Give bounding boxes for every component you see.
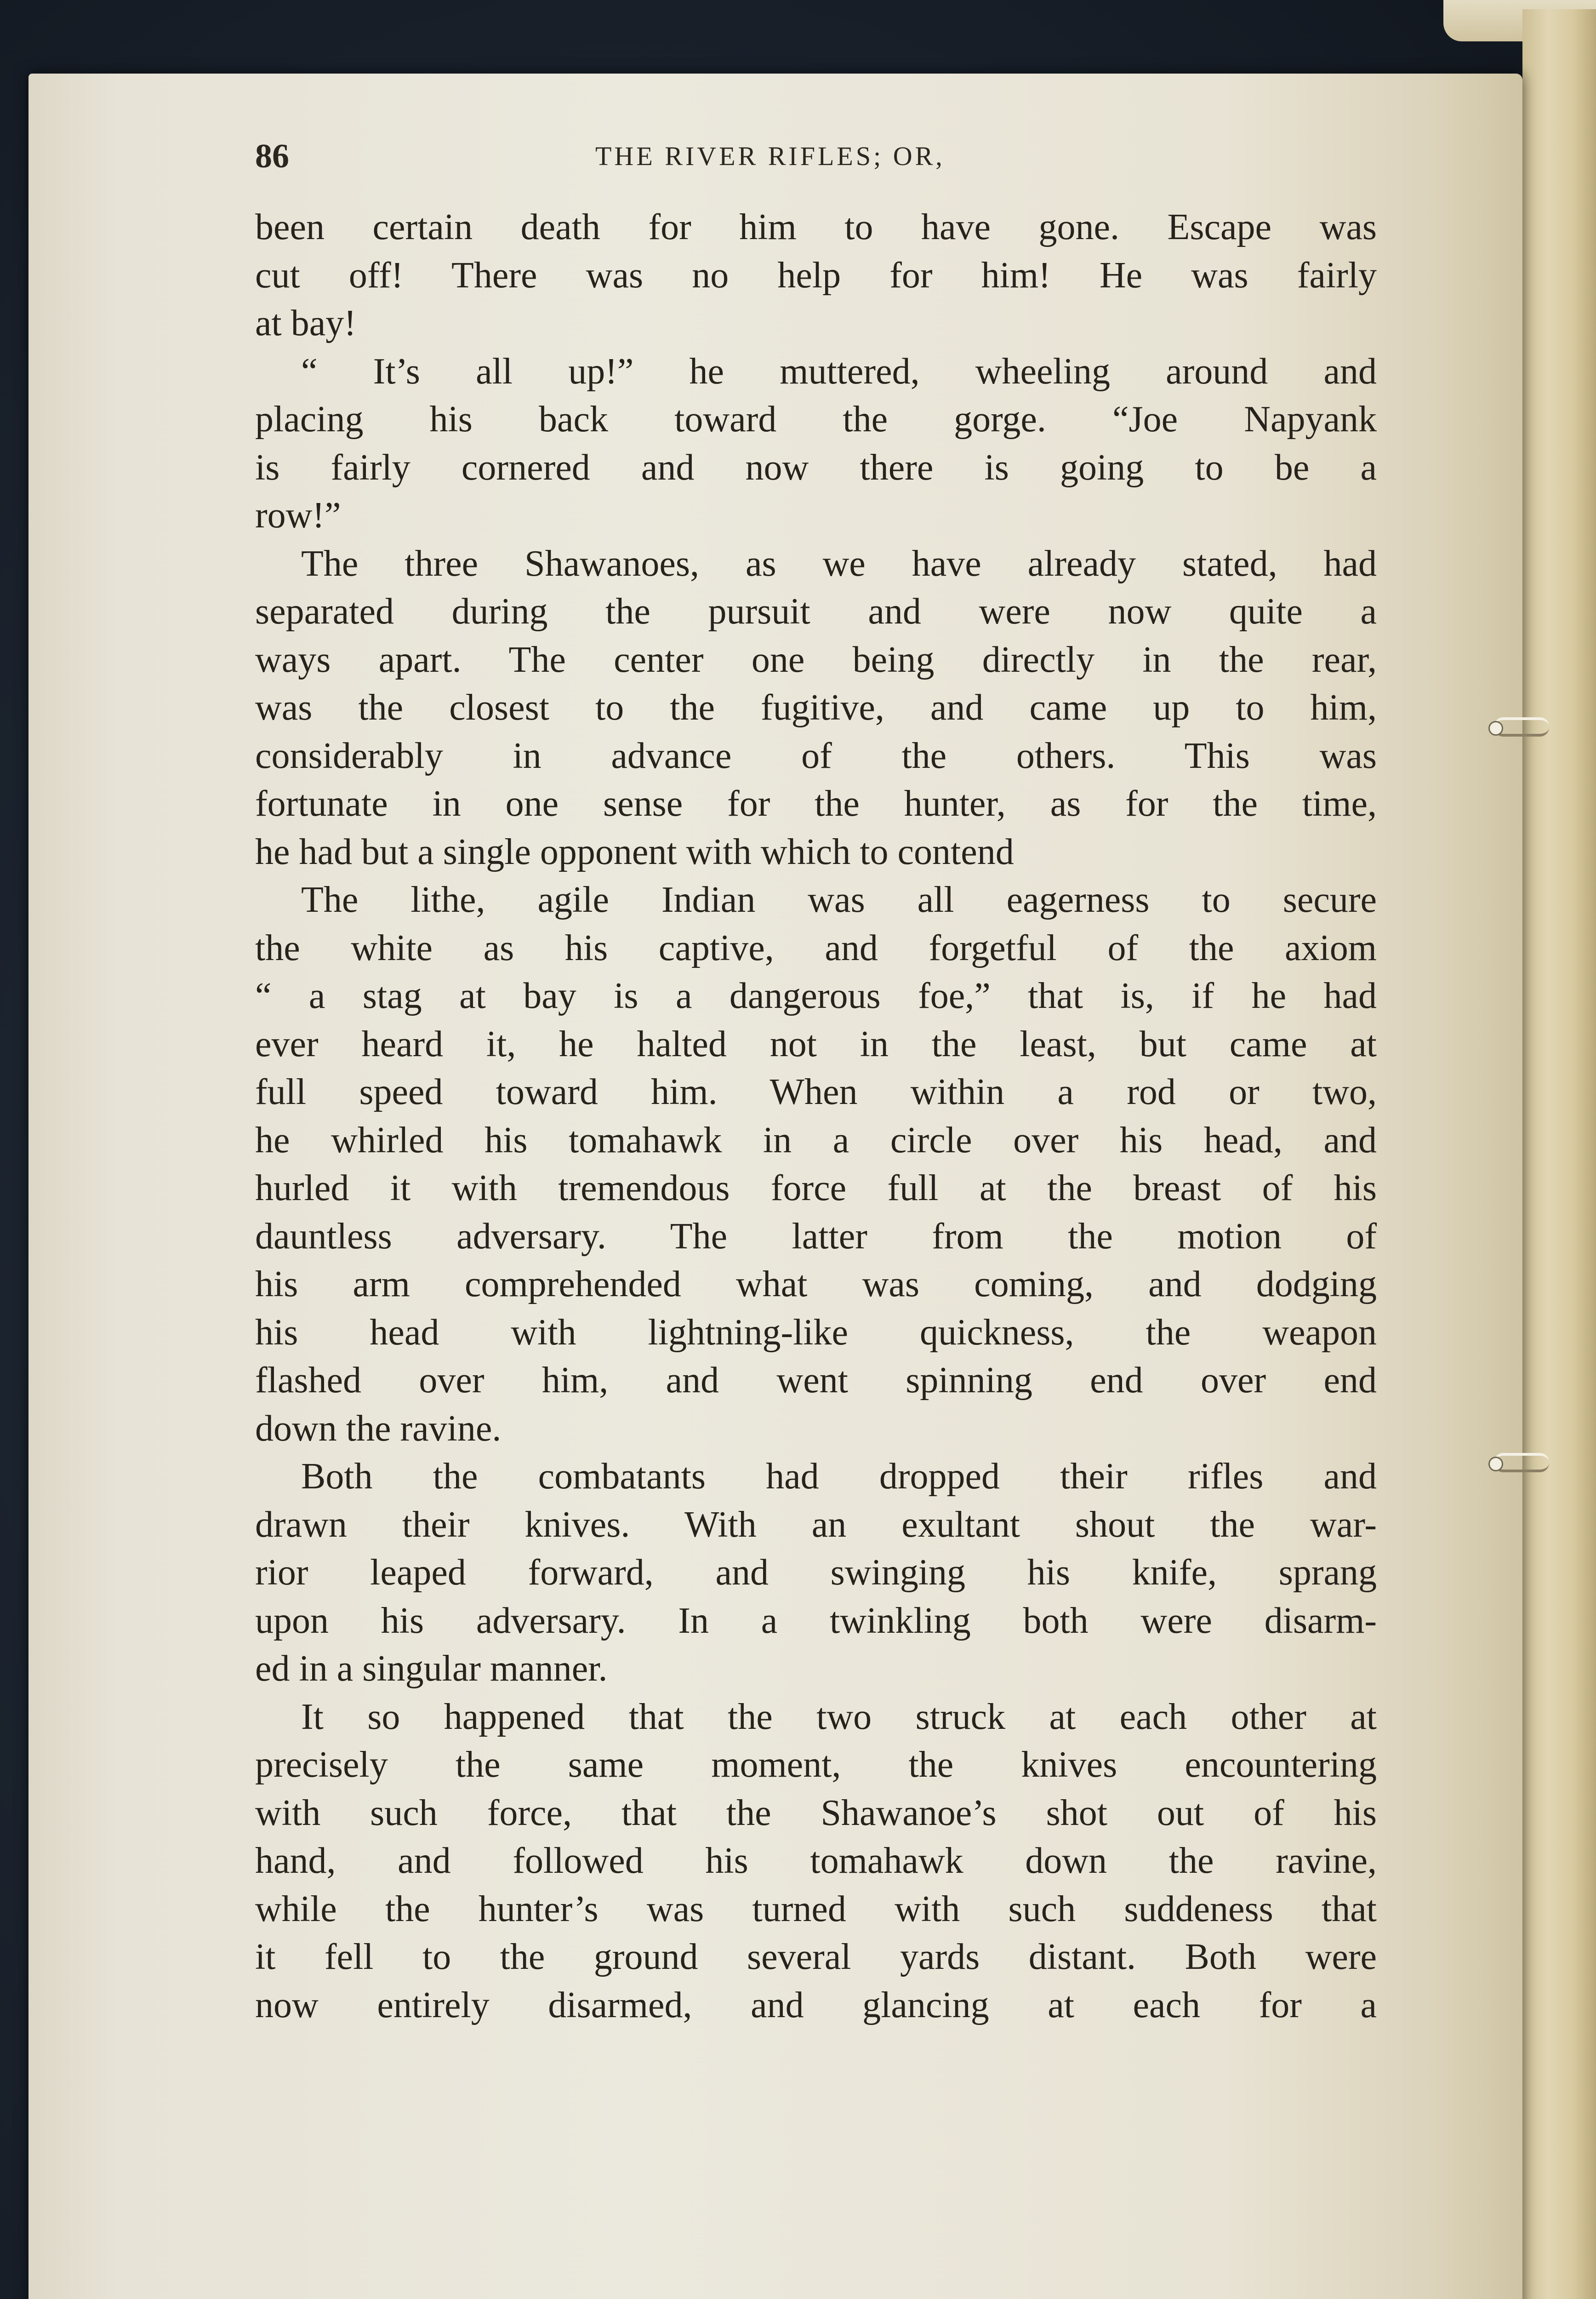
text-line [255, 1645, 1377, 1693]
text-line-content: now entirely disarmed, and glancing at each for a [255, 1984, 1377, 2025]
text-line-content: “ a stag at bay is a dangerous foe,” that is, if he had [255, 976, 1377, 1016]
text-line [255, 1164, 1377, 1212]
text-line [255, 1356, 1377, 1405]
text-line [255, 1693, 1377, 1741]
text-line [255, 1116, 1377, 1165]
text-line-content: ever heard it, he halted not in the least, but came at [255, 1024, 1377, 1064]
text-line [255, 1933, 1377, 1981]
text-line-content: it fell to the ground several yards distant. Both were [255, 1937, 1377, 1977]
text-line [255, 1885, 1377, 1933]
text-line [255, 1405, 1377, 1453]
text-line [255, 636, 1377, 684]
text-line-content: was the closest to the fugitive, and came up to him, [255, 687, 1377, 728]
text-line-content: The three Shawanoes, as we have already stated, had [301, 543, 1377, 584]
text-line-content: cut off! There was no help for him! He was fairly [255, 255, 1377, 296]
text-line [255, 252, 1377, 300]
body-text [255, 203, 1377, 2029]
text-line [255, 1789, 1377, 1837]
text-line-content: hurled it with tremendous force full at the breast of his [255, 1168, 1377, 1208]
text-line-content: row!” [255, 495, 341, 536]
text-line-content: fortunate in one sense for the hunter, as for the time, [255, 783, 1377, 824]
text-line-content: placing his back toward the gorge. “Joe Napyank [255, 399, 1377, 440]
text-line-content: dauntless adversary. The latter from the motion of [255, 1216, 1377, 1257]
text-line-content: “ It’s all up!” he muttered, wheeling around and [301, 351, 1377, 392]
text-line-content: ed in a singular manner. [255, 1648, 608, 1689]
text-line-content: upon his adversary. In a twinkling both were disarm- [255, 1600, 1377, 1641]
text-line [255, 1212, 1377, 1261]
text-line [255, 732, 1377, 780]
text-line-content: with such force, that the Shawanoe’s shot out of his [255, 1792, 1377, 1833]
text-line [255, 1309, 1377, 1357]
text-line [255, 1837, 1377, 1885]
text-line-content: the white as his captive, and forgetful of the axiom [255, 927, 1377, 968]
text-line-content: his arm comprehended what was coming, and dodging [255, 1264, 1377, 1304]
text-line [255, 395, 1377, 444]
page-header [255, 133, 1377, 179]
text-line-content: Both the combatants had dropped their rifles and [301, 1456, 1377, 1497]
text-line-content: at bay! [255, 303, 356, 343]
text-line [255, 299, 1377, 348]
text-line-content: separated during the pursuit and were now quite a [255, 591, 1377, 632]
text-line-content: while the hunter’s was turned with such suddeness that [255, 1888, 1377, 1929]
text-line [255, 1741, 1377, 1789]
text-line [255, 492, 1377, 540]
text-line [255, 828, 1377, 876]
text-line-content: considerably in advance of the others. This was [255, 735, 1377, 776]
text-line-content: is fairly cornered and now there is going to be a [255, 447, 1377, 488]
text-line [255, 1981, 1377, 2030]
text-line [255, 972, 1377, 1020]
text-line-content: down the ravine. [255, 1408, 502, 1449]
text-line [255, 1068, 1377, 1116]
text-line [255, 588, 1377, 636]
text-line [255, 444, 1377, 492]
binding-hole [1488, 721, 1503, 736]
text-line-content: hand, and followed his tomahawk down the ravine, [255, 1841, 1377, 1881]
text-line-content: ways apart. The center one being directly in the rear, [255, 639, 1377, 680]
text-line-content: he had but a single opponent with which to contend [255, 831, 1014, 872]
text-line [255, 1597, 1377, 1645]
text-line [255, 203, 1377, 252]
text-line-content: rior leaped forward, and swinging his knife, sprang [255, 1552, 1377, 1593]
text-line [255, 1260, 1377, 1309]
book-spine [1522, 9, 1596, 2299]
text-line-content: flashed over him, and went spinning end over end [255, 1360, 1377, 1401]
text-line [255, 876, 1377, 924]
text-line-content: The lithe, agile Indian was all eagerness to secure [301, 880, 1377, 920]
text-line [255, 1453, 1377, 1501]
text-line-content: he whirled his tomahawk in a circle over his head, and [255, 1120, 1377, 1161]
page-number: 86 [255, 137, 289, 175]
running-title: THE RIVER RIFLES; OR, [595, 141, 945, 171]
text-line [255, 1020, 1377, 1069]
text-line-content: precisely the same moment, the knives encountering [255, 1744, 1377, 1785]
text-line-content: It so happened that the two struck at each other at [301, 1696, 1377, 1737]
binding-hole [1488, 1457, 1503, 1471]
text-line-content: drawn their knives. With an exultant shout the war- [255, 1504, 1377, 1545]
text-line [255, 1549, 1377, 1597]
text-line-content: full speed toward him. When within a rod or two, [255, 1072, 1377, 1112]
text-line-content: his head with lightning-like quickness, the weapon [255, 1312, 1377, 1353]
text-line [255, 780, 1377, 828]
text-line [255, 924, 1377, 972]
text-line [255, 348, 1377, 396]
text-line [255, 684, 1377, 732]
text-line [255, 540, 1377, 588]
text-line-content: been certain death for him to have gone. Escape was [255, 207, 1377, 247]
text-line [255, 1501, 1377, 1549]
